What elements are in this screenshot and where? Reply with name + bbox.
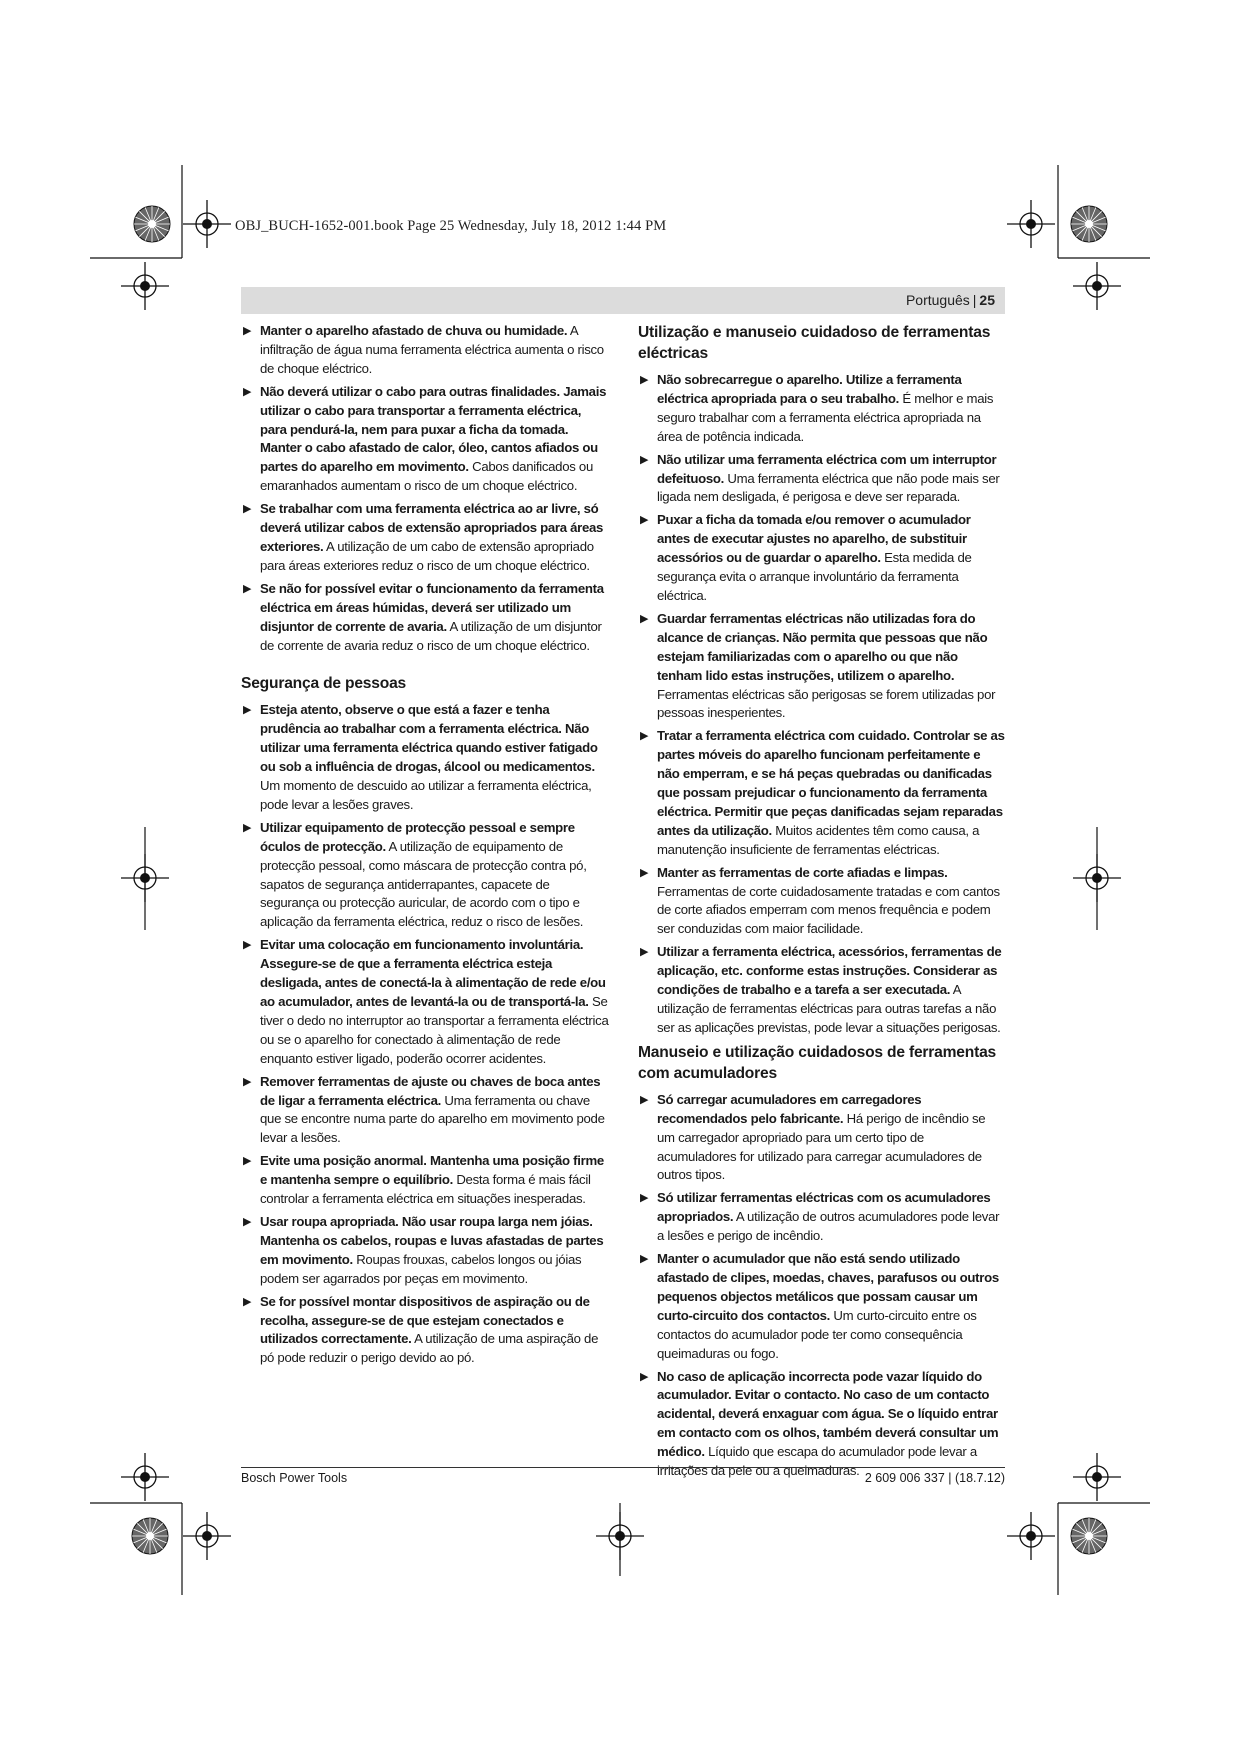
bullet-arrow-icon: ▶ <box>640 514 649 527</box>
item-text: A utilização de um disjuntor de corrente de avaria reduz o risco de um choque eléctrico. <box>260 618 602 653</box>
list-item <box>638 610 1006 723</box>
item-bold-text: Usar roupa apropriada. Não usar roupa larga nem jóias. Mantenha os cabelos, roupas e luvas afastadas de partes em movimento. <box>260 1213 604 1267</box>
item-text: Uma ferramenta ou chave que se encontre numa parte do aparelho em movimento pode levar a lesões. <box>260 1092 605 1146</box>
list-item <box>241 383 609 496</box>
bullet-arrow-icon: ▶ <box>243 1075 252 1088</box>
crosshair-icon <box>1073 262 1121 310</box>
registration-star-icon <box>134 206 170 242</box>
item-text: A utilização de ferramentas eléctricas para outras tarefas a não ser as aplicações previstas, pode levar a situações perigosas. <box>657 982 1001 1035</box>
item-text: Uma ferramenta eléctrica que não pode mais ser ligada nem desligada, é perigosa e deve ser reparada. <box>657 470 1000 505</box>
item-text: A infiltração de água numa ferramenta eléctrica aumenta o risco de choque eléctrico. <box>260 323 604 376</box>
bullet-arrow-icon: ▶ <box>243 1295 252 1308</box>
item-text: Muitos acidentes têm como causa, a manutenção insuficiente de ferramentas eléctricas. <box>657 822 980 857</box>
list-item <box>241 1152 609 1209</box>
crosshair-icon <box>1007 200 1055 248</box>
crosshair-icon <box>121 262 169 310</box>
item-text: Ferramentas eléctricas são perigosas se forem utilizadas por pessoas inesperientes. <box>657 686 996 721</box>
item-text: É melhor e mais seguro trabalhar com a ferramenta eléctrica apropriada na área de potência indicada. <box>657 390 994 444</box>
item-bold-text: Evitar uma colocação em funcionamento involuntária. Assegure-se de que a ferramenta eléctrica esteja desligada, antes de conectá-la à alimentação de rede e/ou ao acumulador, antes de levantá-la ou de transportá-la. <box>260 937 606 1009</box>
item-text: A utilização de outros acumuladores pode levar a lesões e perigo de incêndio. <box>657 1209 1000 1244</box>
list-item <box>638 511 1006 606</box>
item-text: Há perigo de incêndio se um carregador apropriado para um certo tipo de acumuladores for utilizado para carregar acumuladores de outros tipos. <box>657 1110 986 1183</box>
registration-star-icon <box>1071 206 1107 242</box>
list-item <box>638 1368 1006 1481</box>
bullet-arrow-icon: ▶ <box>640 866 649 879</box>
bullet-arrow-icon: ▶ <box>243 582 252 595</box>
bullet-arrow-icon: ▶ <box>640 612 649 625</box>
list-item <box>241 819 609 932</box>
item-bold-text: Só carregar acumuladores em carregadores recomendados pelo fabricante. <box>657 1091 922 1126</box>
footer-doc-number: 2 609 006 337 | (18.7.12) <box>864 1471 1005 1485</box>
item-bold-text: No caso de aplicação incorrecta pode vazar líquido do acumulador. Evitar o contacto. No caso de um contacto acidental, deverá enxaguar com água. Se o líquido entrar em contacto com os olhos, também deverá consultar um médico. <box>657 1368 999 1460</box>
list-item <box>241 1293 609 1369</box>
section-heading: Segurança de pessoas <box>241 675 407 693</box>
footer-brand: Bosch Power Tools <box>241 1471 348 1485</box>
bullet-arrow-icon: ▶ <box>640 1253 649 1266</box>
item-text: A utilização de um cabo de extensão apropriado para áreas exteriores reduz o risco de um choque eléctrico. <box>260 538 594 573</box>
list-item <box>241 322 609 379</box>
left-list-2 <box>241 701 609 1368</box>
bullet-arrow-icon: ▶ <box>243 325 252 337</box>
registration-star-icon <box>1071 1518 1107 1554</box>
right-list-1 <box>638 371 1006 1038</box>
bullet-arrow-icon: ▶ <box>640 1093 649 1106</box>
list-item <box>241 1073 609 1149</box>
list-item <box>638 1250 1006 1363</box>
item-text: Se tiver o dedo no interruptor ao transportar a ferramenta eléctrica ou se o aparelho for conectado à alimentação de rede enquanto estiver ligado, poderão ocorrer acidentes. <box>260 994 609 1066</box>
item-bold-text: Utilizar a ferramenta eléctrica, acessórios, ferramentas de aplicação, etc. conforme estas instruções. Considerar as condições de trabalho e a tarefa a ser executada. <box>657 944 1002 998</box>
right-column <box>638 322 1006 1485</box>
item-bold-text: Se trabalhar com uma ferramenta eléctrica ao ar livre, só deverá utilizar cabos de extensão apropriados para áreas exteriores. <box>260 501 604 554</box>
registration-star-icon <box>132 1518 168 1554</box>
item-text: Cabos danificados ou emaranhados aumentam o risco de um choque eléctrico. <box>260 459 593 494</box>
list-item <box>638 727 1006 859</box>
item-bold-text: Esteja atento, observe o que está a fazer e tenha prudência ao trabalhar com a ferramenta eléctrica. Não utilizar uma ferramenta eléctrica quando estiver fatigado ou sob a influência de drogas, álcool ou medicamentos. <box>260 702 598 775</box>
item-bold-text: Se não for possível evitar o funcionamento da ferramenta eléctrica em áreas húmidas, deverá ser utilizado um disjuntor de corrente de avaria. <box>260 580 604 634</box>
bullet-arrow-icon: ▶ <box>640 1192 649 1205</box>
list-item <box>638 943 1006 1038</box>
item-bold-text: Não deverá utilizar o cabo para outras finalidades. Jamais utilizar o cabo para transportar a ferramenta eléctrica, para pendurá-la, nem para puxar a ficha da tomada. Manter o cabo afastado de calor, óleo, cantos afiados ou partes do aparelho em movimento. <box>260 383 607 475</box>
bullet-arrow-icon: ▶ <box>243 1155 252 1168</box>
item-text: Um momento de descuido ao utilizar a ferramenta eléctrica, pode levar a lesões graves. <box>260 778 592 812</box>
list-item <box>638 451 1006 508</box>
item-text: A utilização de uma aspiração de pó pode reduzir o perigo devido ao pó. <box>260 1331 599 1366</box>
bullet-arrow-icon: ▶ <box>640 1370 649 1383</box>
item-text: Esta medida de segurança evita o arranque involuntário da ferramenta eléctrica. <box>657 550 972 603</box>
crosshair-icon <box>1073 1453 1121 1501</box>
item-bold-text: Tratar a ferramenta eléctrica com cuidado. Controlar se as partes móveis do aparelho funcionam perfeitamente e não emperram, e se há peças quebradas ou danificadas que possam prejudicar o funcionamento da ferramenta eléctrica. Permitir que peças danificadas sejam reparadas antes da utilização. <box>657 728 1005 838</box>
item-text: Roupas frouxas, cabelos longos ou jóias podem ser agarrados por peças em movimento. <box>260 1251 582 1286</box>
section-heading: Utilização e manuseio cuidadoso de ferramentas eléctricas <box>638 324 991 362</box>
header-text: Português | 25 <box>905 292 995 308</box>
right-list-2 <box>638 1091 1006 1481</box>
item-bold-text: Utilizar equipamento de protecção pessoal e sempre óculos de protecção. <box>260 819 575 854</box>
list-item <box>638 1091 1006 1186</box>
item-bold-text: Não utilizar uma ferramenta eléctrica com um interruptor defeituoso. <box>657 451 997 486</box>
item-bold-text: Só utilizar ferramentas eléctricas com os acumuladores apropriados. <box>657 1190 991 1225</box>
bullet-arrow-icon: ▶ <box>640 374 649 386</box>
list-item <box>638 864 1006 940</box>
item-bold-text: Não sobrecarregue o aparelho. Utilize a ferramenta eléctrica apropriada para o seu trabalho. <box>657 372 962 406</box>
left-list-1 <box>241 322 609 655</box>
bullet-arrow-icon: ▶ <box>640 453 649 466</box>
item-bold-text: Puxar a ficha da tomada e/ou remover o acumulador antes de executar ajustes no aparelho, de substituir acessórios ou de guardar o aparelho. <box>657 512 971 566</box>
bullet-arrow-icon: ▶ <box>640 730 649 743</box>
item-bold-text: Manter as ferramentas de corte afiadas e limpas. <box>657 864 948 880</box>
item-bold-text: Evite uma posição anormal. Mantenha uma posição firme e mantenha sempre o equilíbrio. <box>260 1153 604 1188</box>
bullet-arrow-icon: ▶ <box>243 821 252 834</box>
item-bold-text: Se for possível montar dispositivos de aspiração ou de recolha, assegure-se de que estejam conectados e utilizados correctamente. <box>260 1293 590 1347</box>
bullet-arrow-icon: ▶ <box>243 939 252 952</box>
left-column <box>241 322 609 1372</box>
item-bold-text: Remover ferramentas de ajuste ou chaves de boca antes de ligar a ferramenta eléctrica. <box>260 1073 601 1108</box>
item-bold-text: Manter o acumulador que não está sendo utilizado afastado de clipes, moedas, chaves, parafusos ou outros pequenos objectos metálicos que possam causar um curto-circuito dos contactos. <box>657 1251 999 1323</box>
list-item <box>241 701 609 814</box>
list-item <box>638 1189 1006 1246</box>
item-text: Ferramentas de corte cuidadosamente tratadas e com cantos de corte afiados emperram com menos frequência e podem ser conduzidas com maior facilidade. <box>657 883 1000 937</box>
bullet-arrow-icon: ▶ <box>243 385 252 398</box>
list-item <box>638 371 1006 447</box>
header-language: Português <box>905 292 970 308</box>
bullet-arrow-icon: ▶ <box>243 704 252 717</box>
crosshair-icon <box>1007 1512 1055 1560</box>
item-bold-text: Guardar ferramentas eléctricas não utilizadas fora do alcance de crianças. Não permita que pessoas que não estejam familiarizadas com o aparelho ou que não tenham lido estas instruções, utilizem o aparelho. <box>657 610 988 683</box>
page-header <box>241 287 1005 314</box>
section-heading: Manuseio e utilização cuidadosos de ferramentas com acumuladores <box>638 1043 997 1082</box>
bullet-arrow-icon: ▶ <box>243 503 252 516</box>
list-item <box>241 580 609 656</box>
list-item <box>241 500 609 576</box>
item-text: Um curto-circuito entre os contactos do acumulador pode ter como consequência queimaduras ou fogo. <box>657 1307 977 1361</box>
page-number: 25 <box>979 292 995 308</box>
footer-rule <box>241 1467 1005 1468</box>
bullet-arrow-icon: ▶ <box>243 1215 252 1228</box>
item-text: Desta forma é mais fácil controlar a ferramenta eléctrica em situações inesperadas. <box>260 1172 591 1207</box>
item-text: A utilização de equipamento de protecção pessoal, como máscara de protecção contra pó, sapatos de segurança antiderrapantes, capacete de segurança ou protecção auricular, de acordo com o tipo e aplicação da ferramenta eléctrica, reduz o risco de lesões. <box>260 838 587 930</box>
print-slug: OBJ_BUCH-1652-001.book Page 25 Wednesday, July 18, 2012 1:44 PM <box>235 218 667 234</box>
bullet-arrow-icon: ▶ <box>640 946 649 959</box>
crosshair-icon <box>183 1512 231 1560</box>
crosshair-icon <box>121 1453 169 1501</box>
list-item <box>241 1213 609 1289</box>
item-text: Líquido que escapa do acumulador pode levar a irritações da pele ou a queimaduras. <box>657 1444 977 1479</box>
crosshair-icon <box>183 200 231 248</box>
item-bold-text: Manter o aparelho afastado de chuva ou humidade. <box>260 323 568 338</box>
list-item <box>241 936 609 1068</box>
